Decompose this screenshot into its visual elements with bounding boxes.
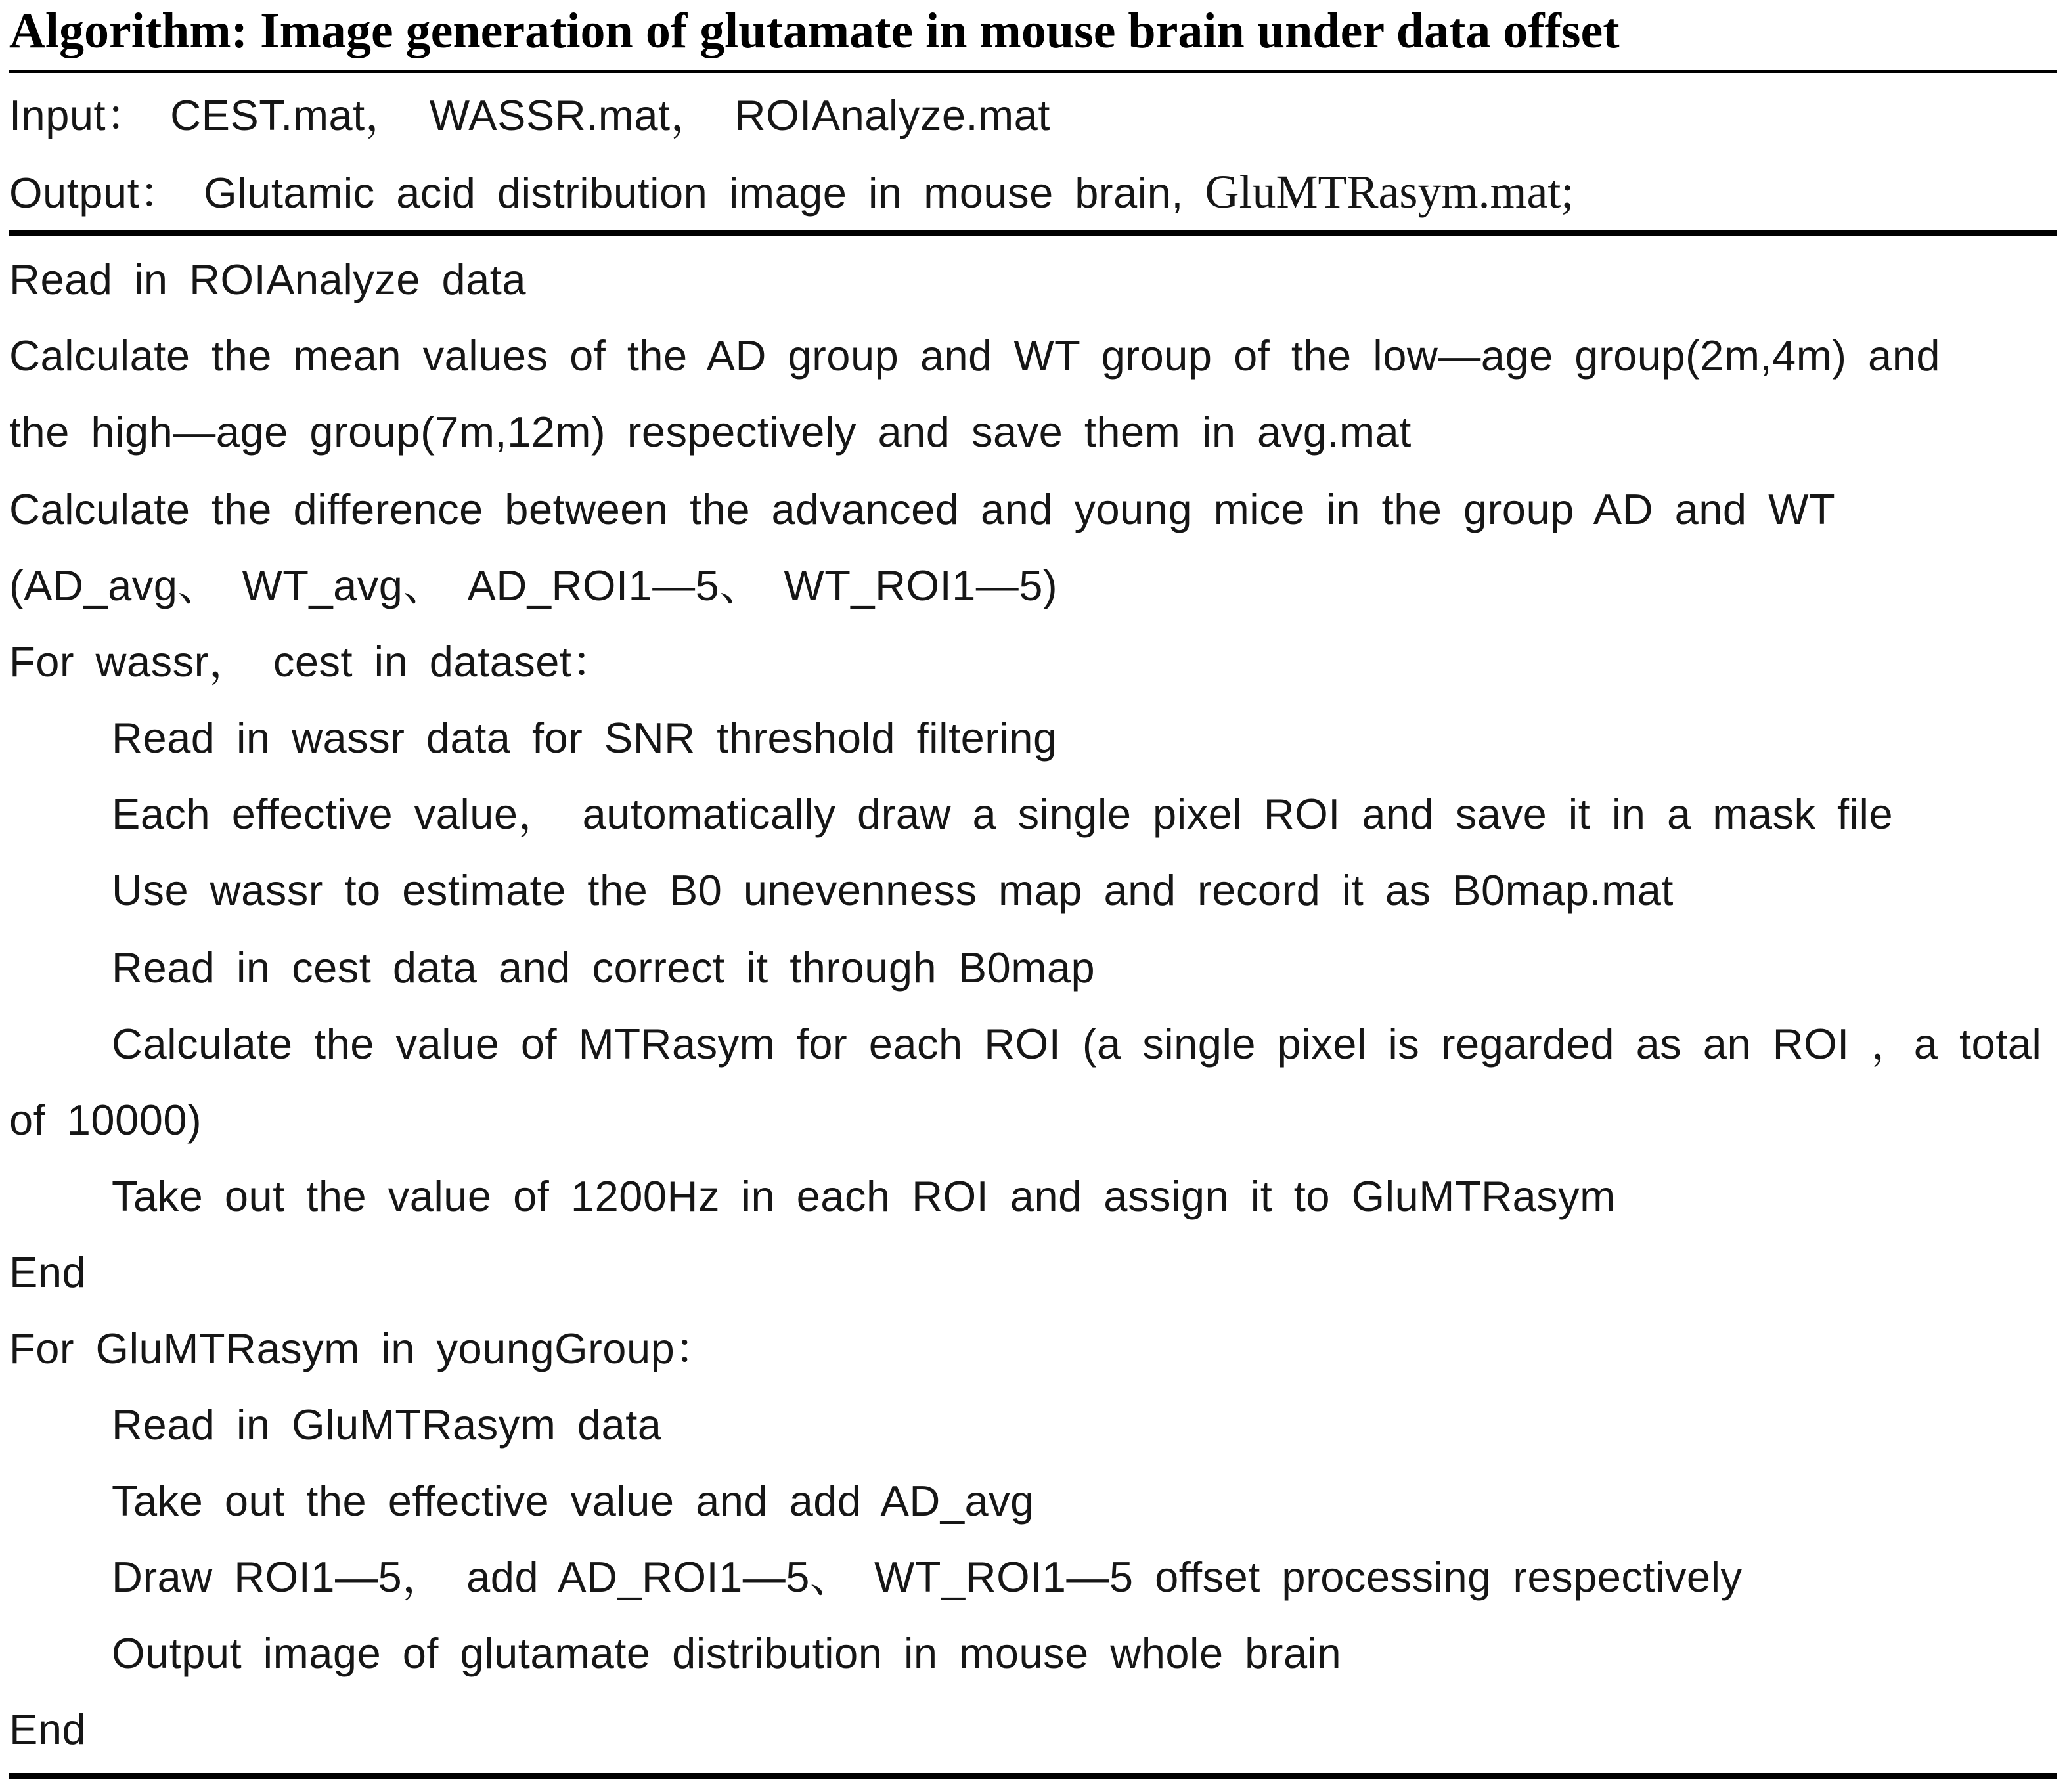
step-line: Each effective value， automatically draw a single pixel ROI and save it in a mask file	[112, 790, 1894, 838]
output-filename: GluMTRasym.mat;	[1205, 165, 1574, 218]
top-rule	[9, 70, 2057, 73]
step-line: of 10000)	[9, 1096, 202, 1144]
step-line: Calculate the value of MTRasym for each ROI (a single pixel is regarded as an ROI ，a total	[112, 1020, 2042, 1068]
step-line: Use wassr to estimate the B0 unevenness map and record it as B0map.mat	[112, 866, 1674, 914]
step-line: Read in wassr data for SNR threshold filtering	[112, 714, 1057, 762]
for-loop-line: For wassr， cest in dataset：	[9, 638, 615, 686]
step-line: Draw ROI1—5， add AD_ROI1—5、 WT_ROI1—5 offset processing respectively	[112, 1553, 1743, 1601]
step-line: Calculate the difference between the advanced and young mice in the group AD and WT	[9, 485, 1836, 533]
end-line: End	[9, 1248, 87, 1296]
input-line: Input： CEST.mat， WASSR.mat， ROIAnalyze.mat	[9, 91, 1050, 139]
step-line: Take out the value of 1200Hz in each ROI and assign it to GluMTRasym	[112, 1172, 1616, 1220]
step-line: Take out the effective value and add AD_avg	[112, 1477, 1034, 1525]
bottom-rule	[9, 1773, 2057, 1779]
step-line: Read in cest data and correct it through B0map	[112, 944, 1096, 992]
header-rule	[9, 230, 2057, 236]
step-line: the high—age group(7m,12m) respectively and save them in avg.mat	[9, 408, 1412, 456]
for-loop-line: For GluMTRasym in youngGroup：	[9, 1324, 718, 1372]
step-line: Output image of glutamate distribution in mouse whole brain	[112, 1629, 1342, 1677]
step-line: Read in ROIAnalyze data	[9, 255, 526, 303]
step-line: Read in GluMTRasym data	[112, 1401, 662, 1449]
algorithm-title: Algorithm: Image generation of glutamate in mouse brain under data offset	[9, 3, 1620, 58]
output-description: Output： Glutamic acid distribution image in mouse brain,	[9, 169, 1205, 217]
end-line: End	[9, 1705, 87, 1753]
output-line	[9, 159, 1574, 225]
algorithm-box	[9, 0, 2057, 1792]
step-line: Calculate the mean values of the AD group and WT group of the low—age group(2m,4m) and	[9, 332, 1940, 380]
step-line: (AD_avg、 WT_avg、 AD_ROI1—5、 WT_ROI1—5)	[9, 561, 1058, 609]
